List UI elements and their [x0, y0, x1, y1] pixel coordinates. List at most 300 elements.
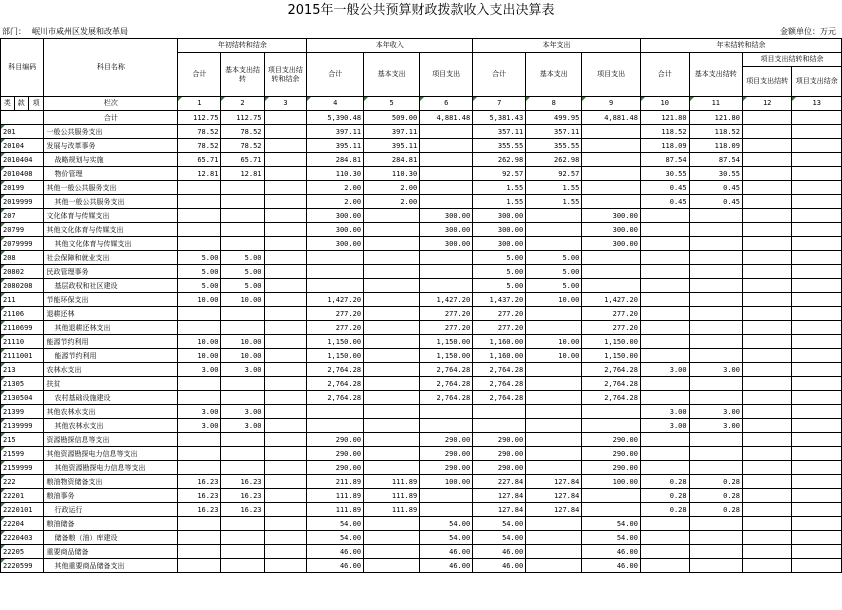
subject-name-cell[interactable]: 其他农林水支出 [44, 405, 178, 419]
amount-cell[interactable] [307, 419, 364, 433]
amount-cell[interactable]: 300.00 [307, 237, 364, 251]
amount-cell[interactable] [742, 153, 791, 167]
amount-cell[interactable]: 2.00 [307, 195, 364, 209]
amount-cell[interactable]: 10.00 [178, 335, 221, 349]
amount-cell[interactable]: 300.00 [420, 223, 473, 237]
amount-cell[interactable] [792, 391, 842, 405]
amount-cell[interactable]: 277.20 [582, 307, 641, 321]
amount-cell[interactable]: 300.00 [582, 209, 641, 223]
amount-cell[interactable] [178, 391, 221, 405]
amount-cell[interactable] [689, 447, 742, 461]
amount-cell[interactable] [582, 405, 641, 419]
amount-cell[interactable] [178, 447, 221, 461]
amount-cell[interactable] [792, 517, 842, 531]
amount-cell[interactable] [264, 405, 307, 419]
amount-cell[interactable] [307, 265, 364, 279]
amount-cell[interactable] [742, 475, 791, 489]
amount-cell[interactable]: 262.98 [473, 153, 526, 167]
amount-cell[interactable] [221, 433, 264, 447]
amount-cell[interactable]: 5.00 [178, 265, 221, 279]
subject-name-cell[interactable]: 重要商品储备 [44, 545, 178, 559]
amount-cell[interactable] [264, 363, 307, 377]
amount-cell[interactable]: 54.00 [582, 517, 641, 531]
amount-cell[interactable]: 300.00 [582, 237, 641, 251]
amount-cell[interactable] [264, 223, 307, 237]
amount-cell[interactable] [640, 251, 689, 265]
amount-cell[interactable]: 16.23 [221, 489, 264, 503]
amount-cell[interactable] [264, 265, 307, 279]
amount-cell[interactable] [792, 307, 842, 321]
amount-cell[interactable] [640, 307, 689, 321]
subject-name-cell[interactable]: 退耕还林 [44, 307, 178, 321]
amount-cell[interactable] [689, 461, 742, 475]
amount-cell[interactable]: 300.00 [420, 209, 473, 223]
amount-cell[interactable]: 290.00 [307, 433, 364, 447]
amount-cell[interactable]: 2.00 [364, 195, 420, 209]
amount-cell[interactable]: 290.00 [420, 447, 473, 461]
table-row[interactable] [1, 377, 842, 391]
amount-cell[interactable] [178, 559, 221, 573]
amount-cell[interactable] [420, 153, 473, 167]
amount-cell[interactable]: 300.00 [420, 237, 473, 251]
amount-cell[interactable] [742, 223, 791, 237]
amount-cell[interactable] [689, 545, 742, 559]
amount-cell[interactable]: 10.00 [178, 349, 221, 363]
amount-cell[interactable] [792, 279, 842, 293]
subject-name-cell[interactable]: 其他一般公共服务支出 [44, 181, 178, 195]
amount-cell[interactable] [792, 111, 842, 125]
subject-name-cell[interactable]: 农林水支出 [44, 363, 178, 377]
table-row[interactable] [1, 447, 842, 461]
amount-cell[interactable]: 2,764.28 [473, 363, 526, 377]
amount-cell[interactable]: 1,150.00 [420, 349, 473, 363]
amount-cell[interactable]: 78.52 [178, 125, 221, 139]
amount-cell[interactable] [264, 139, 307, 153]
subject-code-cell[interactable]: 211 [1, 293, 44, 307]
amount-cell[interactable] [640, 391, 689, 405]
amount-cell[interactable]: 111.89 [364, 475, 420, 489]
amount-cell[interactable] [792, 335, 842, 349]
amount-cell[interactable] [264, 209, 307, 223]
table-row[interactable] [1, 251, 842, 265]
amount-cell[interactable] [364, 265, 420, 279]
amount-cell[interactable] [364, 209, 420, 223]
amount-cell[interactable]: 0.45 [640, 181, 689, 195]
amount-cell[interactable] [526, 377, 582, 391]
amount-cell[interactable]: 4,881.48 [582, 111, 641, 125]
amount-cell[interactable] [742, 307, 791, 321]
table-row[interactable] [1, 405, 842, 419]
amount-cell[interactable]: 1,427.20 [420, 293, 473, 307]
amount-cell[interactable]: 1,150.00 [307, 335, 364, 349]
amount-cell[interactable]: 300.00 [582, 223, 641, 237]
amount-cell[interactable]: 16.23 [178, 475, 221, 489]
amount-cell[interactable]: 10.00 [221, 335, 264, 349]
amount-cell[interactable]: 3.00 [640, 405, 689, 419]
amount-cell[interactable] [640, 531, 689, 545]
subject-code-cell[interactable]: 20799 [1, 223, 44, 237]
amount-cell[interactable] [792, 433, 842, 447]
subject-name-cell[interactable]: 粮油储备 [44, 517, 178, 531]
table-row[interactable] [1, 531, 842, 545]
amount-cell[interactable] [792, 181, 842, 195]
amount-cell[interactable] [264, 447, 307, 461]
amount-cell[interactable] [742, 251, 791, 265]
subject-name-cell[interactable]: 其他文化体育与传媒支出 [44, 223, 178, 237]
amount-cell[interactable]: 30.55 [640, 167, 689, 181]
amount-cell[interactable] [689, 517, 742, 531]
amount-cell[interactable]: 2,764.28 [307, 377, 364, 391]
subject-name-cell[interactable]: 粮油物资储备支出 [44, 475, 178, 489]
amount-cell[interactable] [742, 405, 791, 419]
amount-cell[interactable] [689, 433, 742, 447]
amount-cell[interactable] [792, 447, 842, 461]
amount-cell[interactable]: 10.00 [221, 293, 264, 307]
table-row[interactable] [1, 293, 842, 307]
amount-cell[interactable] [264, 489, 307, 503]
amount-cell[interactable]: 300.00 [473, 209, 526, 223]
amount-cell[interactable] [264, 321, 307, 335]
amount-cell[interactable]: 10.00 [221, 349, 264, 363]
subject-code-cell[interactable]: 21106 [1, 307, 44, 321]
amount-cell[interactable]: 10.00 [526, 335, 582, 349]
amount-cell[interactable]: 1.55 [526, 181, 582, 195]
amount-cell[interactable]: 112.75 [221, 111, 264, 125]
subject-name-cell[interactable]: 合计 [44, 111, 178, 125]
amount-cell[interactable] [689, 377, 742, 391]
amount-cell[interactable] [364, 433, 420, 447]
amount-cell[interactable] [307, 251, 364, 265]
amount-cell[interactable] [420, 503, 473, 517]
amount-cell[interactable] [420, 195, 473, 209]
table-row[interactable] [1, 195, 842, 209]
amount-cell[interactable] [742, 279, 791, 293]
amount-cell[interactable]: 0.45 [640, 195, 689, 209]
subject-name-cell[interactable]: 扶贫 [44, 377, 178, 391]
amount-cell[interactable] [792, 125, 842, 139]
table-row[interactable] [1, 307, 842, 321]
amount-cell[interactable]: 54.00 [473, 531, 526, 545]
table-row[interactable] [1, 559, 842, 573]
amount-cell[interactable]: 0.28 [640, 503, 689, 517]
amount-cell[interactable]: 3.00 [178, 419, 221, 433]
amount-cell[interactable] [582, 489, 641, 503]
amount-cell[interactable]: 100.00 [582, 475, 641, 489]
amount-cell[interactable]: 0.45 [689, 181, 742, 195]
amount-cell[interactable] [221, 461, 264, 475]
table-row[interactable] [1, 489, 842, 503]
table-row[interactable] [1, 335, 842, 349]
amount-cell[interactable]: 2.00 [307, 181, 364, 195]
amount-cell[interactable] [742, 461, 791, 475]
amount-cell[interactable] [264, 153, 307, 167]
amount-cell[interactable]: 290.00 [582, 433, 641, 447]
amount-cell[interactable] [582, 419, 641, 433]
amount-cell[interactable] [792, 265, 842, 279]
amount-cell[interactable]: 2,764.28 [420, 363, 473, 377]
amount-cell[interactable] [473, 405, 526, 419]
subject-code-cell[interactable]: 2010404 [1, 153, 44, 167]
amount-cell[interactable]: 54.00 [582, 531, 641, 545]
table-row[interactable] [1, 503, 842, 517]
amount-cell[interactable]: 499.95 [526, 111, 582, 125]
amount-cell[interactable] [792, 377, 842, 391]
subject-name-cell[interactable]: 其他资源勘探电力信息等支出 [44, 461, 178, 475]
amount-cell[interactable] [689, 531, 742, 545]
amount-cell[interactable]: 1.55 [473, 181, 526, 195]
subject-code-cell[interactable]: 2111001 [1, 349, 44, 363]
table-row[interactable] [1, 265, 842, 279]
amount-cell[interactable] [640, 447, 689, 461]
amount-cell[interactable] [689, 223, 742, 237]
amount-cell[interactable] [420, 139, 473, 153]
amount-cell[interactable] [364, 559, 420, 573]
amount-cell[interactable] [742, 335, 791, 349]
amount-cell[interactable] [640, 321, 689, 335]
amount-cell[interactable] [364, 349, 420, 363]
amount-cell[interactable]: 1,150.00 [420, 335, 473, 349]
subject-code-cell[interactable]: 20199 [1, 181, 44, 195]
amount-cell[interactable]: 3.00 [689, 363, 742, 377]
amount-cell[interactable] [264, 391, 307, 405]
amount-cell[interactable]: 111.89 [307, 489, 364, 503]
amount-cell[interactable] [178, 433, 221, 447]
table-row[interactable] [1, 321, 842, 335]
subject-name-cell[interactable]: 社会保障和就业支出 [44, 251, 178, 265]
amount-cell[interactable] [792, 349, 842, 363]
amount-cell[interactable]: 300.00 [473, 237, 526, 251]
subject-code-cell[interactable]: 2220403 [1, 531, 44, 545]
amount-cell[interactable] [526, 517, 582, 531]
amount-cell[interactable]: 65.71 [221, 153, 264, 167]
amount-cell[interactable] [364, 321, 420, 335]
amount-cell[interactable] [582, 153, 641, 167]
amount-cell[interactable]: 3.00 [689, 419, 742, 433]
amount-cell[interactable]: 2,764.28 [420, 377, 473, 391]
amount-cell[interactable]: 355.55 [526, 139, 582, 153]
amount-cell[interactable] [307, 405, 364, 419]
amount-cell[interactable]: 1,427.20 [582, 293, 641, 307]
amount-cell[interactable]: 290.00 [582, 447, 641, 461]
table-row[interactable] [1, 545, 842, 559]
amount-cell[interactable] [221, 391, 264, 405]
amount-cell[interactable] [582, 195, 641, 209]
amount-cell[interactable] [364, 419, 420, 433]
table-row[interactable] [1, 279, 842, 293]
amount-cell[interactable] [689, 265, 742, 279]
amount-cell[interactable]: 0.28 [640, 489, 689, 503]
subject-code-cell[interactable]: 222 [1, 475, 44, 489]
amount-cell[interactable]: 118.52 [640, 125, 689, 139]
amount-cell[interactable] [221, 559, 264, 573]
subject-name-cell[interactable]: 粮油事务 [44, 489, 178, 503]
amount-cell[interactable]: 46.00 [473, 545, 526, 559]
amount-cell[interactable] [178, 237, 221, 251]
amount-cell[interactable]: 92.57 [473, 167, 526, 181]
amount-cell[interactable]: 5.00 [526, 279, 582, 293]
amount-cell[interactable]: 78.52 [221, 139, 264, 153]
amount-cell[interactable] [689, 391, 742, 405]
amount-cell[interactable] [264, 335, 307, 349]
amount-cell[interactable] [264, 419, 307, 433]
amount-cell[interactable] [221, 321, 264, 335]
amount-cell[interactable] [264, 251, 307, 265]
amount-cell[interactable] [689, 321, 742, 335]
amount-cell[interactable] [264, 531, 307, 545]
amount-cell[interactable] [792, 139, 842, 153]
amount-cell[interactable] [526, 391, 582, 405]
amount-cell[interactable] [742, 377, 791, 391]
amount-cell[interactable]: 12.81 [178, 167, 221, 181]
amount-cell[interactable] [264, 111, 307, 125]
amount-cell[interactable] [742, 293, 791, 307]
subject-name-cell[interactable]: 基层政权和社区建设 [44, 279, 178, 293]
amount-cell[interactable] [526, 307, 582, 321]
amount-cell[interactable]: 127.84 [473, 489, 526, 503]
amount-cell[interactable] [264, 559, 307, 573]
amount-cell[interactable] [640, 209, 689, 223]
amount-cell[interactable] [364, 531, 420, 545]
amount-cell[interactable]: 0.28 [640, 475, 689, 489]
amount-cell[interactable] [742, 447, 791, 461]
amount-cell[interactable] [742, 195, 791, 209]
amount-cell[interactable] [526, 321, 582, 335]
amount-cell[interactable] [792, 321, 842, 335]
amount-cell[interactable]: 2,764.28 [473, 377, 526, 391]
amount-cell[interactable]: 277.20 [420, 321, 473, 335]
amount-cell[interactable] [742, 363, 791, 377]
amount-cell[interactable] [420, 419, 473, 433]
amount-cell[interactable] [473, 419, 526, 433]
amount-cell[interactable]: 54.00 [307, 531, 364, 545]
subject-code-cell[interactable]: 213 [1, 363, 44, 377]
amount-cell[interactable]: 118.52 [689, 125, 742, 139]
amount-cell[interactable] [178, 545, 221, 559]
amount-cell[interactable]: 46.00 [582, 545, 641, 559]
amount-cell[interactable] [640, 279, 689, 293]
amount-cell[interactable]: 121.80 [640, 111, 689, 125]
amount-cell[interactable]: 3.00 [640, 419, 689, 433]
amount-cell[interactable]: 5.00 [526, 265, 582, 279]
amount-cell[interactable] [582, 125, 641, 139]
subject-name-cell[interactable]: 行政运行 [44, 503, 178, 517]
amount-cell[interactable]: 227.84 [473, 475, 526, 489]
subject-name-cell[interactable]: 资源勘探信息等支出 [44, 433, 178, 447]
amount-cell[interactable]: 1,150.00 [582, 349, 641, 363]
amount-cell[interactable] [742, 531, 791, 545]
amount-cell[interactable]: 395.11 [364, 139, 420, 153]
amount-cell[interactable] [364, 405, 420, 419]
amount-cell[interactable] [742, 503, 791, 517]
amount-cell[interactable] [792, 195, 842, 209]
amount-cell[interactable] [364, 223, 420, 237]
amount-cell[interactable] [742, 111, 791, 125]
amount-cell[interactable]: 5.00 [526, 251, 582, 265]
amount-cell[interactable] [364, 279, 420, 293]
amount-cell[interactable] [792, 223, 842, 237]
subject-code-cell[interactable]: 22205 [1, 545, 44, 559]
amount-cell[interactable]: 277.20 [473, 321, 526, 335]
amount-cell[interactable] [420, 251, 473, 265]
amount-cell[interactable] [221, 307, 264, 321]
amount-cell[interactable] [792, 419, 842, 433]
amount-cell[interactable] [526, 209, 582, 223]
amount-cell[interactable] [264, 195, 307, 209]
amount-cell[interactable]: 1.55 [526, 195, 582, 209]
amount-cell[interactable] [264, 461, 307, 475]
amount-cell[interactable] [364, 293, 420, 307]
amount-cell[interactable] [792, 153, 842, 167]
amount-cell[interactable]: 2,764.28 [307, 363, 364, 377]
amount-cell[interactable] [264, 307, 307, 321]
subject-name-cell[interactable]: 能源节约利用 [44, 335, 178, 349]
amount-cell[interactable]: 1,160.00 [473, 335, 526, 349]
amount-cell[interactable] [264, 433, 307, 447]
amount-cell[interactable] [364, 307, 420, 321]
table-row[interactable] [1, 139, 842, 153]
subject-name-cell[interactable]: 其他重要商品储备支出 [44, 559, 178, 573]
subject-code-cell[interactable]: 2139999 [1, 419, 44, 433]
amount-cell[interactable] [792, 209, 842, 223]
subject-code-cell[interactable]: 207 [1, 209, 44, 223]
amount-cell[interactable]: 397.11 [364, 125, 420, 139]
amount-cell[interactable] [792, 545, 842, 559]
amount-cell[interactable] [742, 139, 791, 153]
subject-name-cell[interactable]: 农村基础设施建设 [44, 391, 178, 405]
table-row[interactable] [1, 363, 842, 377]
amount-cell[interactable] [689, 349, 742, 363]
amount-cell[interactable]: 211.89 [307, 475, 364, 489]
amount-cell[interactable] [742, 391, 791, 405]
subject-name-cell[interactable]: 节能环保支出 [44, 293, 178, 307]
subject-code-cell[interactable]: 201 [1, 125, 44, 139]
amount-cell[interactable]: 100.00 [420, 475, 473, 489]
amount-cell[interactable] [792, 363, 842, 377]
amount-cell[interactable] [178, 307, 221, 321]
amount-cell[interactable]: 4,881.48 [420, 111, 473, 125]
amount-cell[interactable]: 110.30 [307, 167, 364, 181]
subject-code-cell[interactable]: 2220101 [1, 503, 44, 517]
amount-cell[interactable] [526, 433, 582, 447]
amount-cell[interactable] [742, 125, 791, 139]
subject-name-cell[interactable]: 物价管理 [44, 167, 178, 181]
amount-cell[interactable] [526, 545, 582, 559]
amount-cell[interactable]: 2,764.28 [582, 377, 641, 391]
amount-cell[interactable]: 277.20 [582, 321, 641, 335]
amount-cell[interactable] [792, 405, 842, 419]
amount-cell[interactable]: 3.00 [640, 363, 689, 377]
amount-cell[interactable] [526, 405, 582, 419]
amount-cell[interactable]: 2,764.28 [582, 391, 641, 405]
amount-cell[interactable]: 3.00 [178, 363, 221, 377]
amount-cell[interactable] [582, 279, 641, 293]
amount-cell[interactable]: 397.11 [307, 125, 364, 139]
amount-cell[interactable]: 300.00 [307, 223, 364, 237]
amount-cell[interactable] [264, 517, 307, 531]
amount-cell[interactable]: 277.20 [307, 307, 364, 321]
amount-cell[interactable]: 3.00 [689, 405, 742, 419]
subject-name-cell[interactable]: 其他一般公共服务支出 [44, 195, 178, 209]
table-row[interactable] [1, 181, 842, 195]
amount-cell[interactable] [582, 503, 641, 517]
amount-cell[interactable] [264, 279, 307, 293]
amount-cell[interactable] [689, 251, 742, 265]
amount-cell[interactable] [526, 559, 582, 573]
amount-cell[interactable] [526, 531, 582, 545]
table-row[interactable] [1, 419, 842, 433]
amount-cell[interactable]: 54.00 [420, 531, 473, 545]
amount-cell[interactable] [689, 237, 742, 251]
